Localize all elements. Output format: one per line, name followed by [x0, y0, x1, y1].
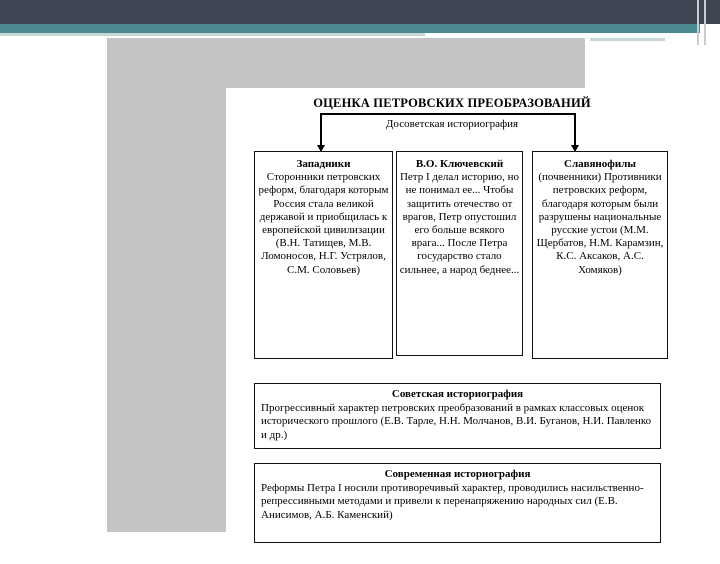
- diagram-title: ОЦЕНКА ПЕТРОВСКИХ ПРЕОБРАЗОВАНИЙ: [313, 96, 591, 110]
- connector: [574, 113, 576, 149]
- box-heading: Славянофилы: [564, 158, 636, 170]
- box-heading: Западники: [296, 158, 351, 170]
- soviet-historiography-box: [254, 383, 661, 449]
- decor-line: [704, 0, 706, 45]
- slide-accent-line: [0, 33, 425, 36]
- box-heading: В.О. Ключевский: [415, 158, 504, 170]
- box-text: Прогрессивный характер петровских преобразований в рамках классовых оценок исторического прошлого (Е.В. Тарле, Н.Н. Молчанов, В.И. Буганов, Н.И. Павленко и др.): [261, 401, 652, 441]
- modern-historiography-box: [254, 463, 661, 543]
- connector: [320, 113, 575, 115]
- decor-line: [697, 0, 699, 45]
- slide-header-bar: [0, 0, 720, 24]
- box-heading: Современная историография: [384, 468, 531, 480]
- box-heading: Советская историография: [391, 388, 524, 400]
- slavophiles-box: [532, 151, 668, 359]
- westernizers-box: [254, 151, 393, 359]
- klyuchevsky-box: [396, 151, 523, 356]
- slide-accent-band: [0, 24, 700, 33]
- box-text: (почвенники) Противники петровских реформ, благодаря которым были разрушены национальные русские устои (М.М. Щербатов, Н.М. Карамзин, К.С. Аксаков, А.С. Хомяков): [536, 171, 664, 276]
- slide-accent-line-right: [590, 38, 665, 41]
- box-text: Сторонники петровских реформ, благодаря которым Россия стала великой державой и приобщилась к европейской цивилизации (В.Н. Татищев, М.В. Ломоносов, Н.Г. Устрялов, С.М. Соловьев): [258, 171, 389, 276]
- box-text: Петр I делал историю, но не понимал ее... Чтобы защитить отечество от врагов, Петр опустошил его больше всякого врага... После Петра государство стало сильнее, а народ беднее...: [399, 171, 520, 276]
- box-text: Реформы Петра I носили противоречивый характер, проводились насильственно-репрессивными методами и привели к перенапряжению народных сил (Е.В. Анисимов, А.Б. Каменский): [261, 481, 644, 521]
- diagram-image: [107, 38, 664, 532]
- pre-soviet-label: Досоветская историография: [385, 118, 519, 130]
- connector: [320, 113, 322, 149]
- diagram-sheet: [226, 88, 678, 564]
